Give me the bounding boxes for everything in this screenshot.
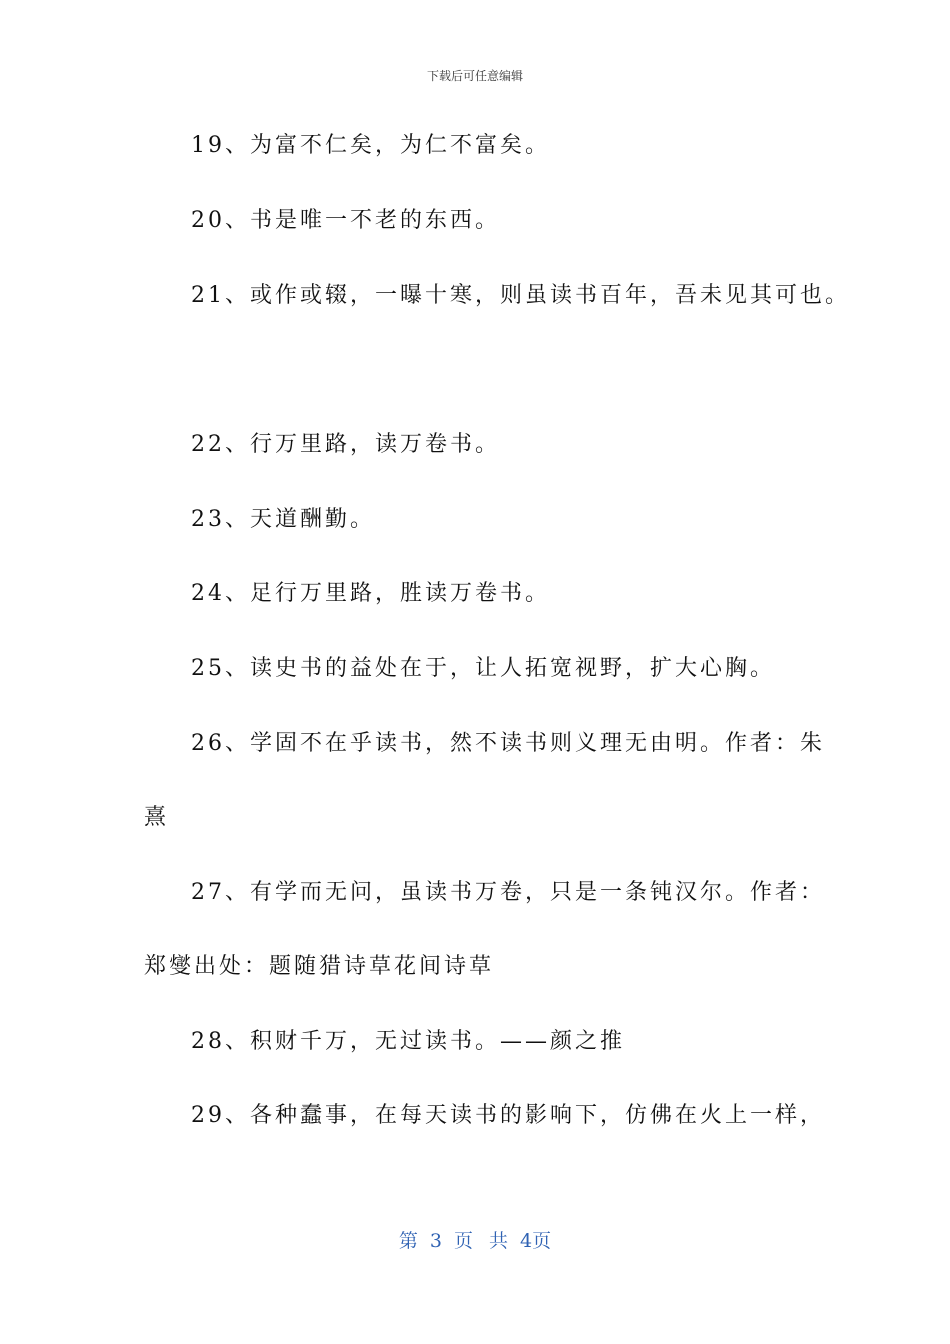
quote-line-25: 25、读史书的益处在于，让人拓宽视野，扩大心胸。 [191, 656, 775, 681]
quote-line-27-cont: 郑燮出处：题随猎诗草花间诗草 [144, 954, 495, 979]
footer-current-page: 3 [429, 1230, 442, 1252]
page-footer [0, 1226, 950, 1253]
quote-line-26-cont: 熹 [144, 805, 170, 830]
footer-total-pages: 4页 [520, 1230, 552, 1252]
page-header: 下载后可任意编辑 [426, 69, 523, 83]
quote-line-23: 23、天道酬勤。 [191, 507, 375, 532]
quote-line-19: 19、为富不仁矣，为仁不富矣。 [191, 133, 550, 158]
quote-line-26: 26、学固不在乎读书，然不读书则义理无由明。作者：朱 [191, 731, 825, 756]
quote-line-28: 28、积财千万，无过读书。——颜之推 [191, 1029, 625, 1054]
quote-line-20: 20、书是唯一不老的东西。 [191, 208, 500, 233]
quote-line-21: 21、或作或辍，一曝十寒，则虽读书百年，吾未见其可也。 [191, 283, 850, 308]
footer-prefix: 第 [398, 1230, 418, 1252]
quote-line-22: 22、行万里路，读万卷书。 [191, 432, 500, 457]
quote-line-24: 24、足行万里路，胜读万卷书。 [191, 581, 550, 606]
quote-line-27: 27、有学而无问，虽读书万卷，只是一条钝汉尔。作者： [191, 880, 825, 905]
footer-mid: 页 共 [453, 1230, 509, 1252]
quote-line-29: 29、各种蠢事，在每天读书的影响下，仿佛在火上一样， [191, 1103, 825, 1128]
